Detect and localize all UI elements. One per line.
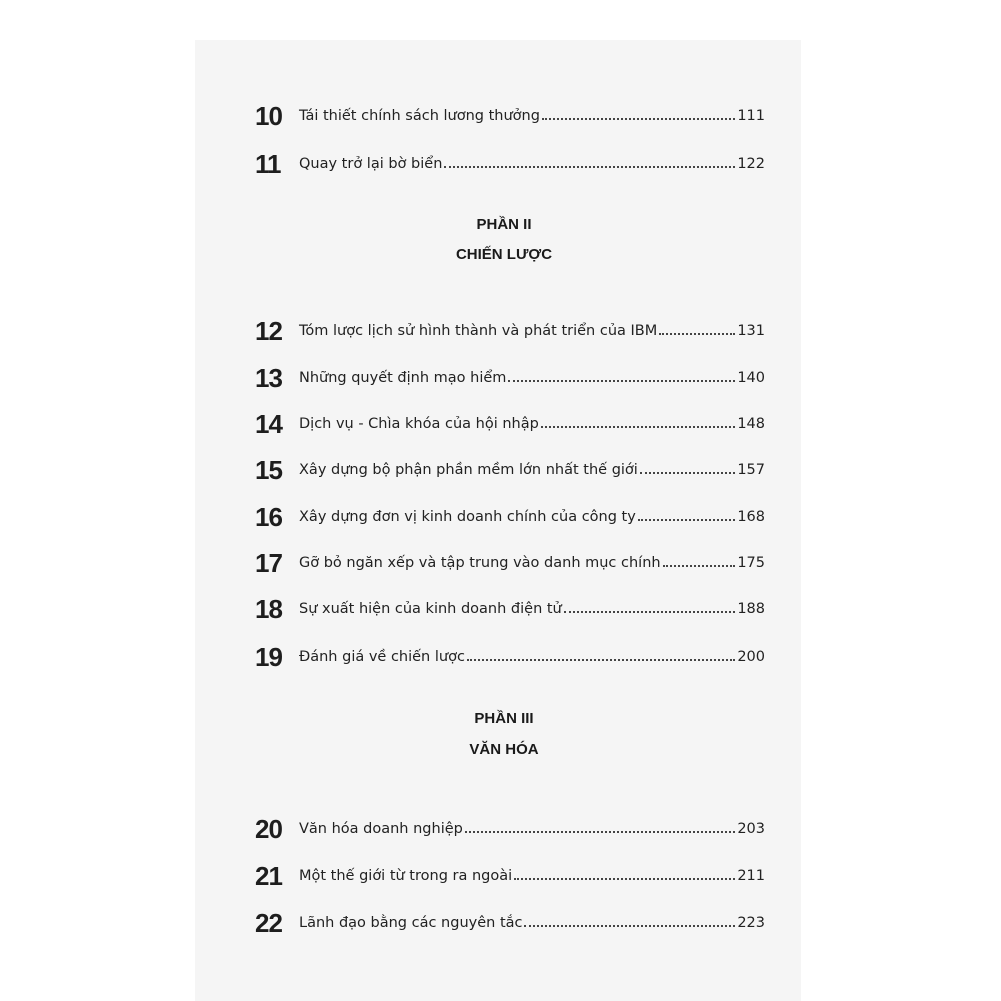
part-label: PHẦN II [476, 216, 532, 233]
chapter-title: Xây dựng đơn vị kinh doanh chính của công ty [299, 509, 636, 525]
chapter-title: Sự xuất hiện của kinh doanh điện tử [299, 601, 562, 617]
page-number: 211 [737, 868, 765, 884]
chapter-number: 22 [255, 908, 282, 938]
chapter-number: 16 [255, 502, 282, 532]
chapter-number: 12 [255, 316, 282, 346]
toc-entry [255, 147, 765, 181]
chapter-line [299, 906, 765, 940]
chapter-number: 17 [255, 548, 282, 578]
page-number: 140 [737, 370, 765, 386]
page-number: 122 [737, 156, 765, 172]
chapter-title: Văn hóa doanh nghiệp [299, 821, 463, 837]
chapter-number: 15 [255, 455, 282, 485]
page-number: 223 [737, 915, 765, 931]
dot-leader [444, 156, 735, 168]
chapter-number: 14 [255, 409, 282, 439]
dot-leader [508, 370, 735, 382]
chapter-title: Lãnh đạo bằng các nguyên tắc [299, 915, 523, 931]
toc-entry [255, 906, 765, 940]
toc-entry [255, 314, 765, 348]
toc-entry [255, 500, 765, 534]
toc-entry [255, 99, 765, 133]
chapter-number: 19 [255, 642, 282, 672]
chapter-line [299, 546, 765, 580]
chapter-line [299, 640, 765, 674]
chapter-title: Một thế giới từ trong ra ngoài [299, 868, 513, 884]
chapter-line [299, 500, 765, 534]
chapter-line [299, 812, 765, 846]
page-number: 168 [737, 509, 765, 525]
page-number: 157 [737, 462, 765, 478]
dot-leader [541, 416, 736, 428]
chapter-line [299, 407, 765, 441]
toc-entry [255, 859, 765, 893]
part-title: VĂN HÓA [469, 741, 539, 758]
dot-leader [638, 509, 735, 521]
chapter-number: 20 [255, 814, 282, 844]
chapter-line [299, 592, 765, 626]
toc-entry [255, 453, 765, 487]
dot-leader [564, 601, 736, 613]
chapter-number: 21 [255, 861, 282, 891]
chapter-title: Đánh giá về chiến lược [299, 649, 465, 665]
page-number: 131 [737, 323, 765, 339]
chapter-title: Những quyết định mạo hiểm [299, 370, 507, 386]
toc-entry [255, 546, 765, 580]
chapter-title: Quay trở lại bờ biển [299, 156, 443, 172]
toc-entry [255, 592, 765, 626]
chapter-title: Tóm lược lịch sử hình thành và phát triển của IBM [299, 323, 658, 339]
chapter-line [299, 361, 765, 395]
dot-leader [663, 555, 736, 567]
chapter-number: 10 [255, 101, 282, 131]
chapter-title: Xây dựng bộ phận phần mềm lớn nhất thế giới [299, 462, 638, 478]
part-label: PHẦN III [474, 710, 534, 727]
chapter-line [299, 453, 765, 487]
chapter-title: Tái thiết chính sách lương thưởng [299, 108, 540, 124]
chapter-number: 13 [255, 363, 282, 393]
dot-leader [524, 915, 735, 927]
toc-entry [255, 361, 765, 395]
chapter-number: 18 [255, 594, 282, 624]
chapter-line [299, 99, 765, 133]
dot-leader [542, 108, 735, 120]
toc-entry [255, 407, 765, 441]
page-number: 188 [737, 601, 765, 617]
page-number: 148 [737, 416, 765, 432]
chapter-line [299, 314, 765, 348]
dot-leader [640, 462, 735, 474]
dot-leader [465, 821, 735, 833]
toc-entry [255, 812, 765, 846]
page-number: 203 [737, 821, 765, 837]
toc-entry [255, 640, 765, 674]
chapter-line [299, 147, 765, 181]
page-number: 200 [737, 649, 765, 665]
dot-leader [659, 323, 735, 335]
chapter-title: Gỡ bỏ ngăn xếp và tập trung vào danh mục chính [299, 555, 661, 571]
dot-leader [514, 868, 735, 880]
dot-leader [467, 649, 735, 661]
part-title: CHIẾN LƯỢC [455, 246, 553, 263]
chapter-line [299, 859, 765, 893]
page-number: 175 [737, 555, 765, 571]
page-number: 111 [737, 108, 765, 124]
chapter-number: 11 [255, 149, 281, 179]
chapter-title: Dịch vụ - Chìa khóa của hội nhập [299, 416, 539, 432]
